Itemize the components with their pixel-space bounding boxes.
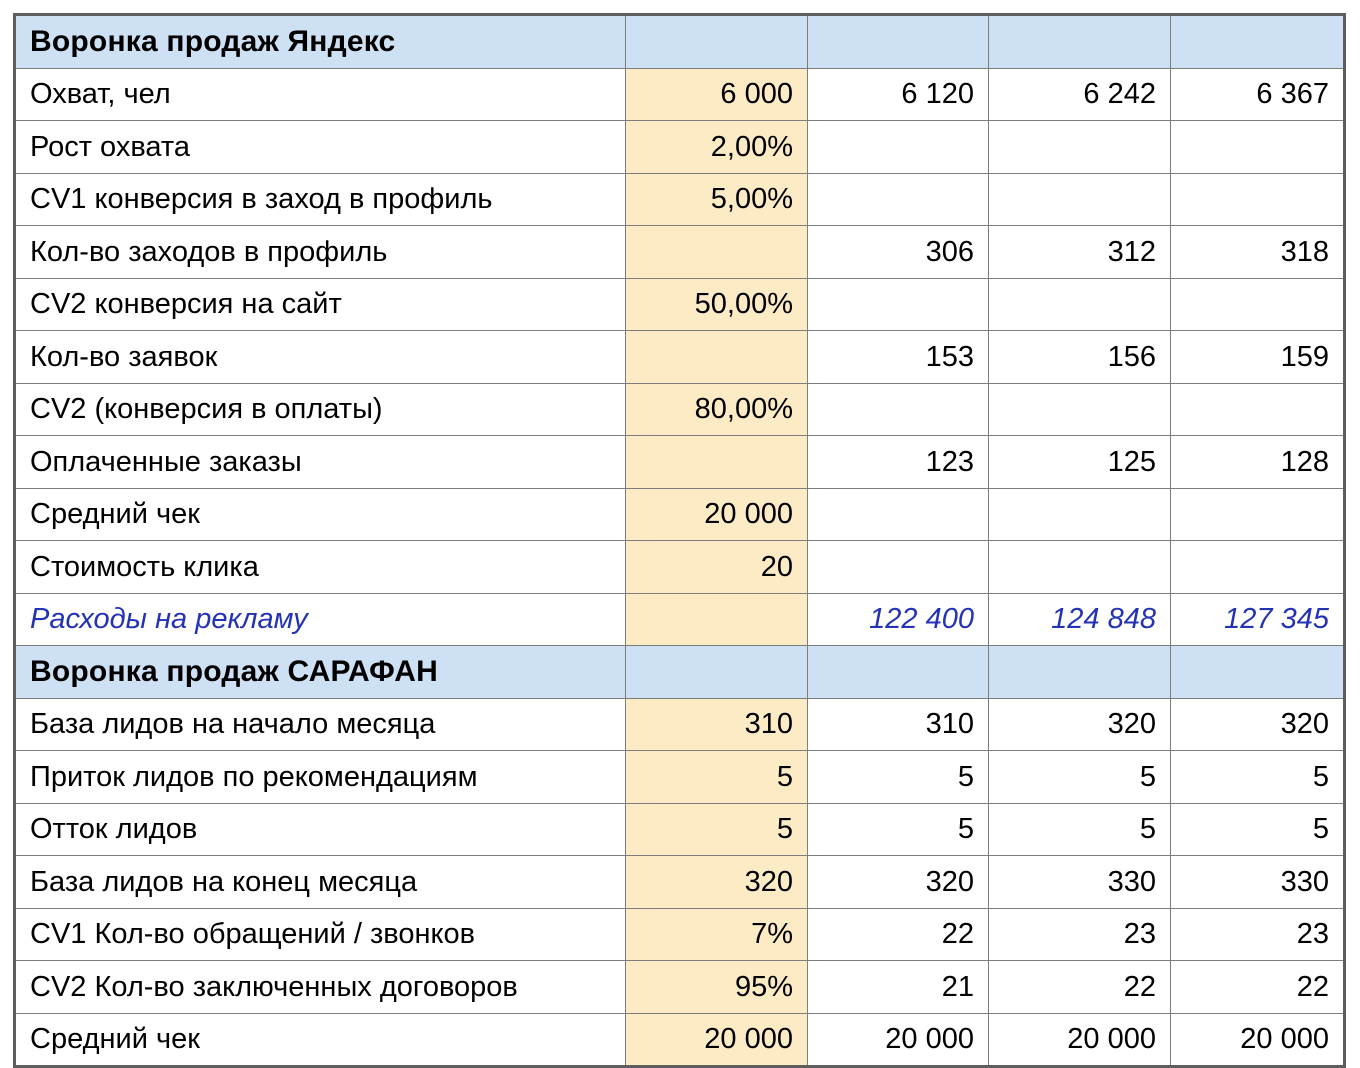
cell-input[interactable]: 20 000 [626, 1013, 808, 1067]
cell-value[interactable]: 6 367 [1171, 68, 1345, 121]
cell-value[interactable] [1171, 173, 1345, 226]
table-row [15, 436, 1345, 489]
cell-value[interactable] [808, 173, 989, 226]
table-row [15, 803, 1345, 856]
cell-value[interactable] [1171, 646, 1345, 699]
cell-value[interactable]: 20 000 [989, 1013, 1171, 1067]
table-row [15, 173, 1345, 226]
cell-value[interactable]: 125 [989, 436, 1171, 489]
table-row [15, 488, 1345, 541]
table-row [15, 226, 1345, 279]
cell-input[interactable]: 5 [626, 751, 808, 804]
cell-input[interactable]: 80,00% [626, 383, 808, 436]
section-title[interactable]: Воронка продаж Яндекс [15, 15, 626, 69]
row-label[interactable]: CV2 конверсия на сайт [15, 278, 626, 331]
table-row [15, 383, 1345, 436]
row-label[interactable]: Рост охвата [15, 121, 626, 174]
cell-input[interactable] [626, 646, 808, 699]
row-label[interactable]: CV1 конверсия в заход в профиль [15, 173, 626, 226]
cell-value[interactable]: 320 [989, 698, 1171, 751]
cell-value[interactable] [989, 278, 1171, 331]
cell-value[interactable] [1171, 383, 1345, 436]
cell-value[interactable]: 6 242 [989, 68, 1171, 121]
cell-value[interactable] [989, 541, 1171, 594]
cell-value[interactable] [808, 278, 989, 331]
cell-value[interactable]: 5 [989, 803, 1171, 856]
cell-value[interactable]: 330 [989, 856, 1171, 909]
cell-value[interactable]: 5 [808, 751, 989, 804]
row-label[interactable]: Средний чек [15, 1013, 626, 1067]
cell-value[interactable]: 124 848 [989, 593, 1171, 646]
row-label[interactable]: Кол-во заходов в профиль [15, 226, 626, 279]
table-row [15, 698, 1345, 751]
cell-input[interactable]: 50,00% [626, 278, 808, 331]
cell-input[interactable]: 20 000 [626, 488, 808, 541]
cell-value[interactable]: 5 [808, 803, 989, 856]
row-label[interactable]: Кол-во заявок [15, 331, 626, 384]
cell-value[interactable]: 122 400 [808, 593, 989, 646]
table-row [15, 121, 1345, 174]
spreadsheet [13, 13, 1346, 1068]
row-label[interactable]: Отток лидов [15, 803, 626, 856]
cell-value[interactable]: 153 [808, 331, 989, 384]
cell-value[interactable] [808, 646, 989, 699]
cell-input[interactable]: 20 [626, 541, 808, 594]
cell-value[interactable]: 123 [808, 436, 989, 489]
cell-value[interactable]: 20 000 [1171, 1013, 1345, 1067]
cell-value[interactable]: 6 120 [808, 68, 989, 121]
section-title[interactable]: Воронка продаж САРАФАН [15, 646, 626, 699]
cell-value[interactable]: 320 [808, 856, 989, 909]
cell-value[interactable]: 5 [1171, 803, 1345, 856]
cell-value[interactable]: 159 [1171, 331, 1345, 384]
cell-input[interactable] [626, 593, 808, 646]
cell-value[interactable]: 310 [808, 698, 989, 751]
table-row [15, 961, 1345, 1014]
table-row [15, 68, 1345, 121]
cell-value[interactable] [989, 173, 1171, 226]
table-row [15, 751, 1345, 804]
cell-value[interactable] [989, 646, 1171, 699]
cell-value[interactable]: 23 [1171, 908, 1345, 961]
table-row [15, 856, 1345, 909]
cell-value[interactable] [1171, 15, 1345, 69]
cell-value[interactable]: 21 [808, 961, 989, 1014]
cell-value[interactable] [989, 488, 1171, 541]
cell-value[interactable] [808, 541, 989, 594]
cell-value[interactable] [1171, 488, 1345, 541]
formula-row-ad-spend [15, 593, 1345, 646]
cell-value[interactable]: 128 [1171, 436, 1345, 489]
cell-value[interactable] [989, 383, 1171, 436]
cell-value[interactable] [808, 383, 989, 436]
cell-input[interactable]: 320 [626, 856, 808, 909]
cell-value[interactable]: 312 [989, 226, 1171, 279]
section-row-sarafan [15, 646, 1345, 699]
cell-value[interactable]: 20 000 [808, 1013, 989, 1067]
table-row [15, 541, 1345, 594]
row-label[interactable]: CV1 Кол-во обращений / звонков [15, 908, 626, 961]
cell-value[interactable] [808, 488, 989, 541]
cell-value[interactable]: 127 345 [1171, 593, 1345, 646]
table-row [15, 331, 1345, 384]
row-label[interactable]: Оплаченные заказы [15, 436, 626, 489]
cell-value[interactable] [989, 15, 1171, 69]
cell-input[interactable]: 7% [626, 908, 808, 961]
row-label[interactable]: CV2 Кол-во заключенных договоров [15, 961, 626, 1014]
row-label[interactable]: База лидов на начало месяца [15, 698, 626, 751]
cell-value[interactable]: 5 [989, 751, 1171, 804]
cell-input[interactable]: 6 000 [626, 68, 808, 121]
table-row [15, 1013, 1345, 1067]
cell-value[interactable]: 22 [1171, 961, 1345, 1014]
row-label[interactable]: Приток лидов по рекомендациям [15, 751, 626, 804]
cell-value[interactable]: 318 [1171, 226, 1345, 279]
cell-value[interactable]: 156 [989, 331, 1171, 384]
row-label[interactable]: Средний чек [15, 488, 626, 541]
cell-value[interactable]: 22 [989, 961, 1171, 1014]
cell-value[interactable]: 330 [1171, 856, 1345, 909]
cell-value[interactable]: 5 [1171, 751, 1345, 804]
cell-input[interactable] [626, 226, 808, 279]
cell-value[interactable]: 22 [808, 908, 989, 961]
cell-value[interactable] [1171, 541, 1345, 594]
row-label[interactable]: Расходы на рекламу [15, 593, 626, 646]
cell-value[interactable] [808, 15, 989, 69]
sales-funnel-table [13, 13, 1346, 1068]
cell-input[interactable]: 95% [626, 961, 808, 1014]
cell-value[interactable]: 320 [1171, 698, 1345, 751]
section-row-yandex [15, 15, 1345, 69]
cell-value[interactable] [1171, 278, 1345, 331]
cell-input[interactable] [626, 436, 808, 489]
cell-input[interactable]: 5 [626, 803, 808, 856]
cell-value[interactable] [989, 121, 1171, 174]
cell-value[interactable]: 306 [808, 226, 989, 279]
cell-input[interactable] [626, 15, 808, 69]
row-label[interactable]: CV2 (конверсия в оплаты) [15, 383, 626, 436]
table-row [15, 278, 1345, 331]
cell-input[interactable]: 310 [626, 698, 808, 751]
table-row [15, 908, 1345, 961]
cell-value[interactable]: 23 [989, 908, 1171, 961]
cell-input[interactable] [626, 331, 808, 384]
row-label[interactable]: Охват, чел [15, 68, 626, 121]
row-label[interactable]: База лидов на конец месяца [15, 856, 626, 909]
cell-value[interactable] [1171, 121, 1345, 174]
cell-input[interactable]: 5,00% [626, 173, 808, 226]
cell-input[interactable]: 2,00% [626, 121, 808, 174]
cell-value[interactable] [808, 121, 989, 174]
row-label[interactable]: Стоимость клика [15, 541, 626, 594]
